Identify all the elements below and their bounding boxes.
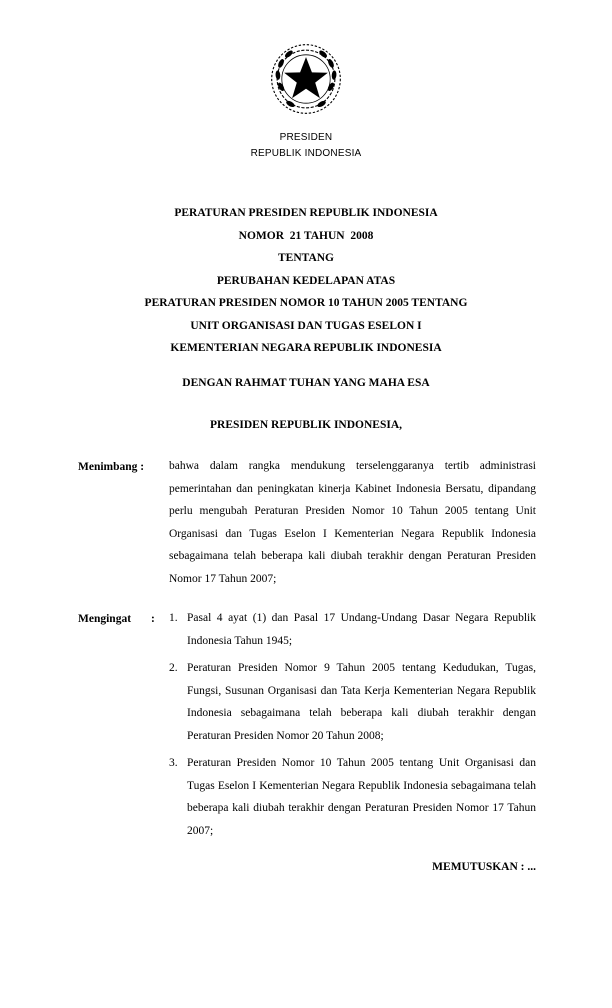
item-text: Pasal 4 ayat (1) dan Pasal 17 Undang-Undang Dasar Negara Republik Indonesia Tahun 1945; (187, 612, 536, 647)
item-number: 3. (169, 757, 178, 769)
title-line: PERATURAN PRESIDEN REPUBLIK INDONESIA (174, 207, 438, 219)
header-caption-presiden: PRESIDEN (279, 132, 333, 143)
mengingat-colon: : (151, 613, 155, 625)
mengingat-item (169, 657, 536, 747)
title-line: NOMOR 21 TAHUN 2008 (238, 229, 374, 242)
item-number: 1. (169, 612, 178, 624)
regulation-title (0, 202, 612, 360)
title-line: TENTANG (277, 252, 335, 264)
title-line: PERATURAN PRESIDEN NOMOR 10 TAHUN 2005 TENTANG (144, 297, 468, 309)
garuda-star-emblem-icon (267, 40, 345, 118)
authority-line: PRESIDEN REPUBLIK INDONESIA, (209, 419, 403, 431)
mengingat-item (169, 752, 536, 842)
blessing-line: DENGAN RAHMAT TUHAN YANG MAHA ESA (182, 377, 430, 389)
continuation-marker: MEMUTUSKAN : ... (432, 861, 536, 873)
title-line: UNIT ORGANISASI DAN TUGAS ESELON I (190, 319, 422, 332)
item-number: 2. (169, 662, 178, 674)
item-text: Peraturan Presiden Nomor 10 Tahun 2005 tentang Unit Organisasi dan Tugas Eselon I Kementerian Negara Republik Indonesia sebagaimana telah beberapa kali diubah terakhir dengan Peraturan Presiden Nomor 17 Tahun 2007; (187, 757, 536, 837)
mengingat-label: Mengingat (78, 613, 132, 625)
menimbang-label: Menimbang : (78, 461, 145, 473)
item-text: Peraturan Presiden Nomor 9 Tahun 2005 tentang Kedudukan, Tugas, Fungsi, Susunan Organisasi dan Tata Kerja Kementerian Negara Republik Indonesia sebagaimana telah beberapa kali diubah terakhir dengan Peraturan Presiden Nomor 20 Tahun 2008; (187, 662, 536, 742)
title-line: PERUBAHAN KEDELAPAN ATAS (216, 274, 396, 287)
menimbang-text: bahwa dalam rangka mendukung terselenggaranya tertib administrasi pemerintahan dan peningkatan kinerja Kabinet Indonesia Bersatu, dipandang perlu mengubah Peraturan Presiden Nomor 10 Tahun 2005 tentang Unit Organisasi dan Tugas Eselon I Kementerian Negara Republik Indonesia sebagaimana telah beberapa kali diubah terakhir dengan Peraturan Presiden Nomor 17 Tahun 2007; (169, 460, 536, 585)
mengingat-item (169, 607, 536, 652)
title-line: KEMENTERIAN NEGARA REPUBLIK INDONESIA (170, 342, 442, 354)
header-caption-republik: REPUBLIK INDONESIA (250, 148, 362, 159)
